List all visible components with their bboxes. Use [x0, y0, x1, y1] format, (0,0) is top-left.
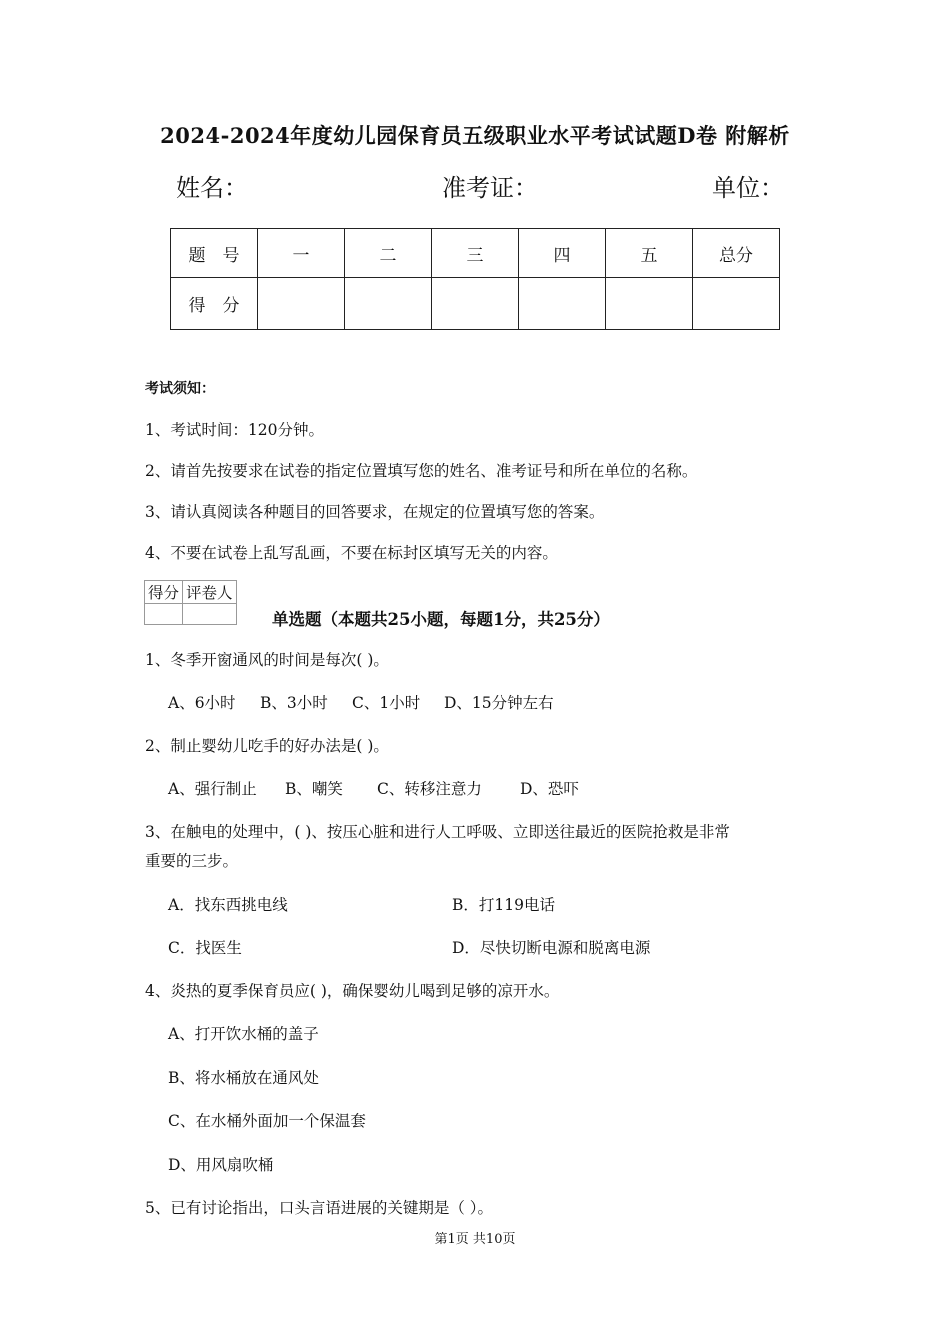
score-cell[interactable] — [606, 278, 693, 330]
score-table-header-cell: 题 号 — [171, 229, 258, 278]
option-a[interactable]: A．找东西挑电线 — [168, 896, 288, 914]
question-stem: 4、炎热的夏季保育员应( )，确保婴幼儿喝到足够的凉开水。 — [145, 982, 560, 1000]
option-d[interactable]: D、恐吓 — [520, 780, 579, 798]
option-d[interactable]: D、15分钟左右 — [444, 694, 554, 712]
grader-reviewer-cell[interactable] — [183, 604, 237, 625]
score-table-score-row — [171, 278, 780, 330]
notice-item: 4、不要在试卷上乱写乱画，不要在标封区填写无关的内容。 — [145, 544, 558, 562]
option-b[interactable]: B、3小时 — [260, 694, 328, 712]
exam-id-field-label: 准考证： — [442, 174, 538, 202]
question-stem: 1、冬季开窗通风的时间是每次( )。 — [145, 651, 389, 669]
document-title: 2024-2024年度幼儿园保育员五级职业水平考试试题D卷 附解析 — [160, 123, 790, 148]
option-a[interactable]: A、强行制止 — [168, 780, 257, 798]
option-b[interactable]: B．打119电话 — [452, 896, 555, 914]
option-a[interactable]: A、6小时 — [168, 694, 236, 712]
score-table-header-row — [171, 229, 780, 278]
name-field-label: 姓名： — [176, 174, 248, 202]
grader-score-cell[interactable] — [145, 604, 183, 625]
score-table-header-cell: 四 — [519, 229, 606, 278]
option-b[interactable]: B、嘲笑 — [285, 780, 343, 798]
score-table-header-cell: 三 — [432, 229, 519, 278]
score-table-header-cell: 二 — [345, 229, 432, 278]
page-footer: 第1页 共10页 — [434, 1232, 516, 1247]
option-a[interactable]: A、打开饮水桶的盖子 — [168, 1025, 319, 1043]
score-cell[interactable] — [693, 278, 780, 330]
option-b[interactable]: B、将水桶放在通风处 — [168, 1069, 319, 1087]
score-table-header-cell: 五 — [606, 229, 693, 278]
score-table-header-cell: 一 — [258, 229, 345, 278]
notice-title: 考试须知： — [145, 381, 215, 397]
grader-score-label: 得分 — [145, 581, 183, 604]
question-stem: 3、在触电的处理中，( )、按压心脏和进行人工呼吸、立即送往最近的医院抢救是非常 — [145, 823, 730, 841]
score-cell[interactable] — [432, 278, 519, 330]
score-cell[interactable] — [258, 278, 345, 330]
question-stem-continued: 重要的三步。 — [145, 852, 239, 870]
notice-item: 2、请首先按要求在试卷的指定位置填写您的姓名、准考证号和所在单位的名称。 — [145, 462, 698, 480]
option-c[interactable]: C、在水桶外面加一个保温套 — [168, 1112, 366, 1130]
score-table-header-cell: 总分 — [693, 229, 780, 278]
section-title: 单选题（本题共25小题，每题1分，共25分） — [272, 610, 610, 629]
score-table-row-label: 得 分 — [171, 278, 258, 330]
score-cell[interactable] — [519, 278, 606, 330]
score-table — [170, 228, 780, 330]
option-c[interactable]: C、转移注意力 — [377, 780, 482, 798]
score-cell[interactable] — [345, 278, 432, 330]
candidate-fields — [176, 168, 784, 208]
option-d[interactable]: D．尽快切断电源和脱离电源 — [452, 939, 651, 957]
grader-table — [144, 580, 237, 625]
question-stem: 2、制止婴幼儿吃手的好办法是( )。 — [145, 737, 389, 755]
option-c[interactable]: C、1小时 — [352, 694, 421, 712]
notice-item: 1、考试时间：120分钟。 — [145, 421, 324, 439]
unit-field-label: 单位： — [712, 174, 784, 202]
notice-item: 3、请认真阅读各种题目的回答要求，在规定的位置填写您的答案。 — [145, 503, 605, 521]
question-stem: 5、已有讨论指出，口头言语进展的关键期是（ ）。 — [145, 1199, 494, 1217]
option-c[interactable]: C．找医生 — [168, 939, 242, 957]
option-d[interactable]: D、用风扇吹桶 — [168, 1156, 274, 1174]
grader-reviewer-label: 评卷人 — [183, 581, 237, 604]
